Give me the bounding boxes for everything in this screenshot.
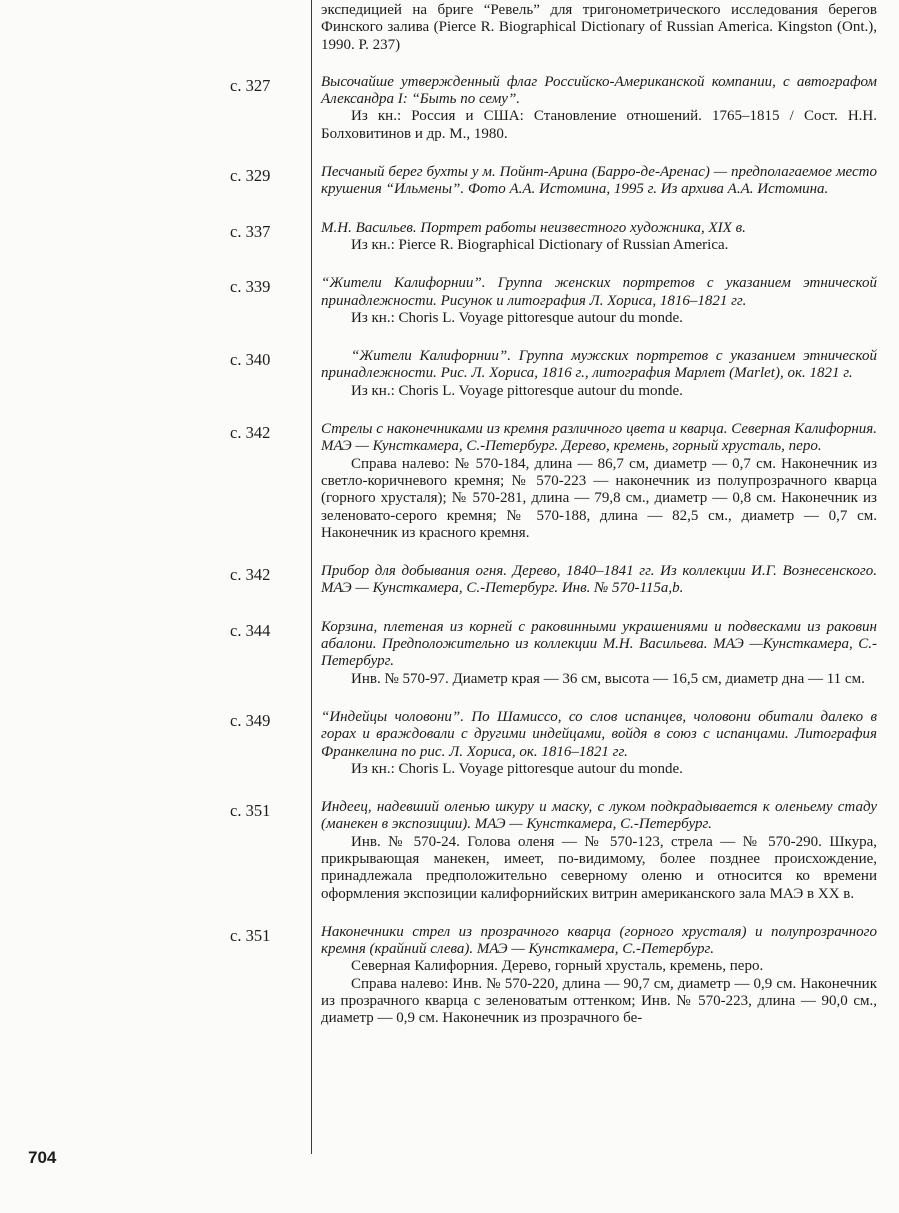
entry-body (321, 924, 877, 1028)
page-ref: с. 351 (230, 801, 271, 821)
source-note: экспедицией на бриге “Ревель” для тригонометрического исследования берегов Финского залива (Pierce R. Biographical Dictionary of Russian America. Kingston (Ont.), 1990. P. 237) (321, 2, 877, 53)
entry-body (321, 348, 877, 400)
caption-list (0, 2, 899, 1028)
illustration-caption: Прибор для добывания огня. Дерево, 1840–1841 гг. Из коллекции И.Г. Вознесенского. МАЭ — Кунсткамера, С.-Петербург. Инв. № 570-115a,b. (321, 563, 877, 597)
entry-body (321, 563, 877, 598)
page-ref: с. 337 (230, 221, 271, 241)
illustration-caption: Корзина, плетеная из корней с раковинными украшениями и подвесками из раковин абалони. Предположительно из коллекции М.Н. Васильева. МАЭ —Кунсткамера, С.-Петербург. (321, 618, 877, 670)
illustration-caption: “Жители Калифорнии”. Группа мужских портретов с указанием этнической принадлежности. Рис. Л. Хориса, 1816 г., литография Марлет (Marlet), ок. 1821 г. (321, 348, 877, 382)
list-item (0, 563, 899, 598)
list-item (0, 164, 899, 199)
source-note: Из кн.: Россия и США: Становление отношений. 1765–1815 / Сост. Н.Н. Болховитинов и др. М., 1980. (321, 108, 877, 142)
illustration-caption: Песчаный берег бухты у м. Пойнт-Арина (Барро-де-Аренас) — предполагаемое место крушения “Ильмены”. Фото А.А. Истомина, 1995 г. Из архива А.А. Истомина. (321, 164, 877, 198)
entry-body (321, 275, 877, 327)
source-note: Из кн.: Choris L. Voyage pittoresque autour du monde. (351, 760, 683, 777)
page-number: 704 (28, 1148, 57, 1167)
page-ref: с. 351 (230, 925, 271, 945)
illustration-caption: М.Н. Васильев. Портрет работы неизвестного художника, XIX в. (321, 219, 746, 236)
list-item (0, 799, 899, 903)
list-item (0, 275, 899, 327)
page-ref: с. 342 (230, 423, 271, 443)
list-item (0, 924, 899, 1028)
illustration-caption: Наконечники стрел из прозрачного кварца (горного хрусталя) и полупрозрачного кремня (крайний слева). МАЭ — Кунсткамера, С.-Петербург. (321, 923, 877, 958)
illustration-caption: Индеец, надевший оленью шкуру и маску, с луком подкрадывается к оленьему стаду (манекен в экспозиции). МАЭ — Кунсткамера, С.-Петербург. (321, 799, 877, 833)
page-ref: с. 340 (230, 350, 271, 370)
entry-body (321, 164, 877, 199)
entry-body (321, 220, 877, 255)
entry-body (321, 74, 877, 143)
object-origin: Северная Калифорния. Дерево, горный хрусталь, кремень, перо. (351, 958, 764, 975)
illustration-caption: Высочайше утвержденный флаг Российско-Американской компании, с автографом Александра I: “Быть по сему”. (321, 73, 877, 108)
list-item (0, 619, 899, 688)
object-description: Справа налево: № 570-184, длина — 86,7 см, диаметр — 0,7 см. Наконечник из светло-коричневого кремня; № 570-223 — наконечник из полупрозрачного кварца (горного хрусталя); № 570-281, длина — 79,8 см., диаметр — 0,8 см. Наконечник из зеленовато-серого кремня; № 570-188, длина — 82,5 см., диаметр — 0,7 см. Наконечник из красного кремня. (321, 455, 877, 541)
page-ref: с. 329 (230, 166, 271, 186)
illustration-caption: Стрелы с наконечниками из кремня различного цвета и кварца. Северная Калифорния. МАЭ — Кунсткамера, С.-Петербург. Дерево, кремень, горный хрусталь, перо. (321, 421, 877, 455)
page-ref: с. 342 (230, 565, 271, 585)
source-note: Из кн.: Choris L. Voyage pittoresque autour du monde. (351, 382, 683, 399)
list-item (0, 421, 899, 542)
page-ref: с. 349 (230, 710, 271, 730)
page-ref: с. 327 (230, 75, 271, 95)
entry-body (321, 799, 877, 903)
page-ref: с. 344 (230, 620, 271, 640)
entry-body (321, 421, 877, 542)
page-ref: с. 339 (230, 277, 271, 297)
list-item (0, 2, 899, 54)
entry-body (321, 709, 877, 778)
list-item (0, 74, 899, 143)
source-note: Из кн.: Pierce R. Biographical Dictionary of Russian America. (351, 236, 729, 253)
list-item (0, 220, 899, 255)
entry-body (321, 2, 877, 54)
object-description: Справа налево: Инв. № 570-220, длина — 90,7 см, диаметр — 0,9 см. Наконечник из прозрачного кварца с зеленоватым оттенком; Инв. № 570-223, длина — 90,0 см., диаметр — 0,9 см. Наконечник из прозрачного бе- (321, 975, 877, 1027)
object-description: Инв. № 570-97. Диаметр края — 36 см, высота — 16,5 см, диаметр дна — 11 см. (351, 670, 865, 687)
illustration-caption: “Индейцы чоловони”. По Шамиссо, со слов испанцев, чоловони обитали далеко в горах и враждовали с другими индейцами, войдя в союз с испанцами. Литография Франкелина по рис. Л. Хориса, ок. 1816–1821 гг. (321, 708, 877, 760)
list-item (0, 348, 899, 400)
entry-body (321, 619, 877, 688)
list-item (0, 709, 899, 778)
source-note: Из кн.: Choris L. Voyage pittoresque autour du monde. (351, 309, 683, 326)
object-description: Инв. № 570-24. Голова оленя — № 570-123, стрела — № 570-290. Шкура, прикрывающая манекен, имеет, по-видимому, более позднее происхождение, принадлежала предположительно северному оленю и относится ко времени оформления экспозиции калифорнийских витрин американского зала МАЭ в XX в. (321, 833, 877, 902)
illustration-caption: “Жители Калифорнии”. Группа женских портретов с указанием этнической принадлежности. Рисунок и литография Л. Хориса, 1816–1821 гг. (321, 275, 877, 309)
